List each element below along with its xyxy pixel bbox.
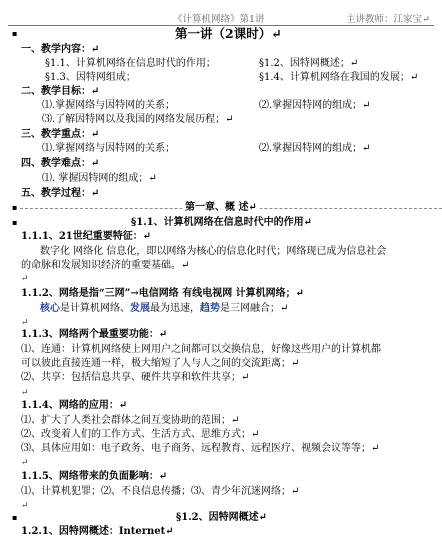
keypoint-item: ⑵.掌握因特网的组成；↵ xyxy=(259,143,371,154)
section-heading-text: 一、教学内容：↵ xyxy=(21,44,100,55)
content-line xyxy=(0,171,442,187)
content-item: §1.3、因特网组成； xyxy=(45,72,136,83)
text-run: 最为迅速， xyxy=(150,303,200,314)
section-heading-text: 五、教学过程：↵ xyxy=(21,188,100,199)
subsection-heading xyxy=(0,469,442,485)
subsection-heading xyxy=(0,398,442,414)
paragraph-text: ⑵、改变着人们的工作方式、生活方式、思维方式；↵ xyxy=(21,429,260,440)
paragraph-line xyxy=(0,370,442,386)
content-line xyxy=(0,141,442,157)
bullet-marker: ▪ xyxy=(12,513,18,522)
paragraph-text: 数字化 网络化 信息化，即以网络为核心的信息化时代；网络现已成为信息社会 xyxy=(40,246,387,257)
objective-item: ⑵.掌握因特网的组成；↵ xyxy=(259,100,371,111)
paragraph-text: ⑴、连通：计算机网络使上网用户之间都可以交换信息，好像这些用户的计算机都 xyxy=(21,344,381,355)
bullet-marker: ▪ xyxy=(12,29,18,38)
difficulty-item: ⑴. 掌握因特网的组成；↵ xyxy=(42,173,157,184)
header-lecturer: 主讲教师：江家宝↵ xyxy=(346,14,430,25)
bullet-marker: ▪ xyxy=(12,218,18,227)
section-heading xyxy=(0,156,442,172)
content-line xyxy=(0,112,442,128)
chapter-title: 第一章、概 述↵ xyxy=(182,200,260,216)
subsection-heading-text: 1.1.1、21世纪重要特征：↵ xyxy=(21,231,152,242)
paragraph-text: ⑴、扩大了人类社会群体之间互变协助的范围；↵ xyxy=(21,415,240,426)
objective-item: ⑶.了解因特网以及我国的网络发展历程；↵ xyxy=(42,114,234,125)
emphasis-development: 发展 xyxy=(130,303,150,314)
text-run: 是三网融合；↵ xyxy=(220,303,289,314)
section-title: §1.2、因特网概述↵ xyxy=(176,512,268,523)
page-header xyxy=(0,11,442,25)
paragraph-mark: ↵ xyxy=(21,501,29,511)
content-item: §1.4、计算机网络在我国的发展；↵ xyxy=(259,72,419,83)
subsection-heading-text: 1.2.1、因特网概述：Internet↵ xyxy=(21,526,174,537)
emphasis-trend: 趋势 xyxy=(200,303,220,314)
subsection-heading-text: 1.1.2、网络是指“三网”→电信网络 有线电视网 计算机网络；↵ xyxy=(21,288,305,299)
paragraph-text: ⑶、具体应用如：电子政务、电子商务、远程教育、远程医疗、视频会议等等；↵ xyxy=(21,443,380,454)
section-title: §1.1、计算机网络在信息时代中的作用↵ xyxy=(131,217,313,228)
subsection-heading-text: 1.1.4、网络的应用：↵ xyxy=(21,400,128,411)
paragraph-mark: ↵ xyxy=(21,388,29,398)
content-item: §1.2、因特网概述；↵ xyxy=(259,58,359,69)
content-item: §1.1、计算机网络在信息时代的作用； xyxy=(45,58,216,69)
objective-item: ⑴.掌握网络与因特网的关系； xyxy=(42,100,176,111)
lecture-title: 第一讲（2课时）↵ xyxy=(175,26,282,41)
section-heading-text: 二、教学目标：↵ xyxy=(21,86,100,97)
subsection-heading xyxy=(0,524,442,540)
subsection-heading xyxy=(0,286,442,302)
keypoint-item: ⑴.掌握网络与因特网的关系； xyxy=(42,143,176,154)
subsection-heading-text: 1.1.5、网络带来的负面影响：↵ xyxy=(21,471,168,482)
paragraph-text: 可以彼此直接连通一样，极大缩短了人与人之间的交流距离；↵ xyxy=(21,358,300,369)
section-heading-text: 四、教学难点：↵ xyxy=(21,158,100,169)
subsection-heading xyxy=(0,327,442,343)
paragraph-text: ⑴、计算机犯罪；⑵、不良信息传播；⑶、青少年沉迷网络；↵ xyxy=(21,486,300,497)
paragraph-mark: ↵ xyxy=(21,318,29,328)
paragraph-text: 的命脉和发展知识经济的重要基础。↵ xyxy=(21,260,190,271)
bullet-marker: ▪ xyxy=(12,203,18,212)
subsection-heading-text: 1.1.3、网络两个最重要功能：↵ xyxy=(21,329,168,340)
chapter-title-line xyxy=(0,200,442,216)
lecture-title-line xyxy=(0,26,442,42)
section-heading-text: 三、教学重点：↵ xyxy=(21,129,100,140)
empty-paragraph xyxy=(0,271,442,287)
paragraph-text: ⑵、共享：包括信息共享、硬件共享和软件共享；↵ xyxy=(21,372,250,383)
paragraph-mark: ↵ xyxy=(21,458,29,468)
paragraph-mark: ↵ xyxy=(21,274,29,284)
text-run: 是计算机网络、 xyxy=(60,303,130,314)
header-course-title: 《计算机网络》第1讲 xyxy=(173,14,265,25)
emphasis-core: 核心 xyxy=(40,303,60,314)
subsection-heading xyxy=(0,229,442,245)
